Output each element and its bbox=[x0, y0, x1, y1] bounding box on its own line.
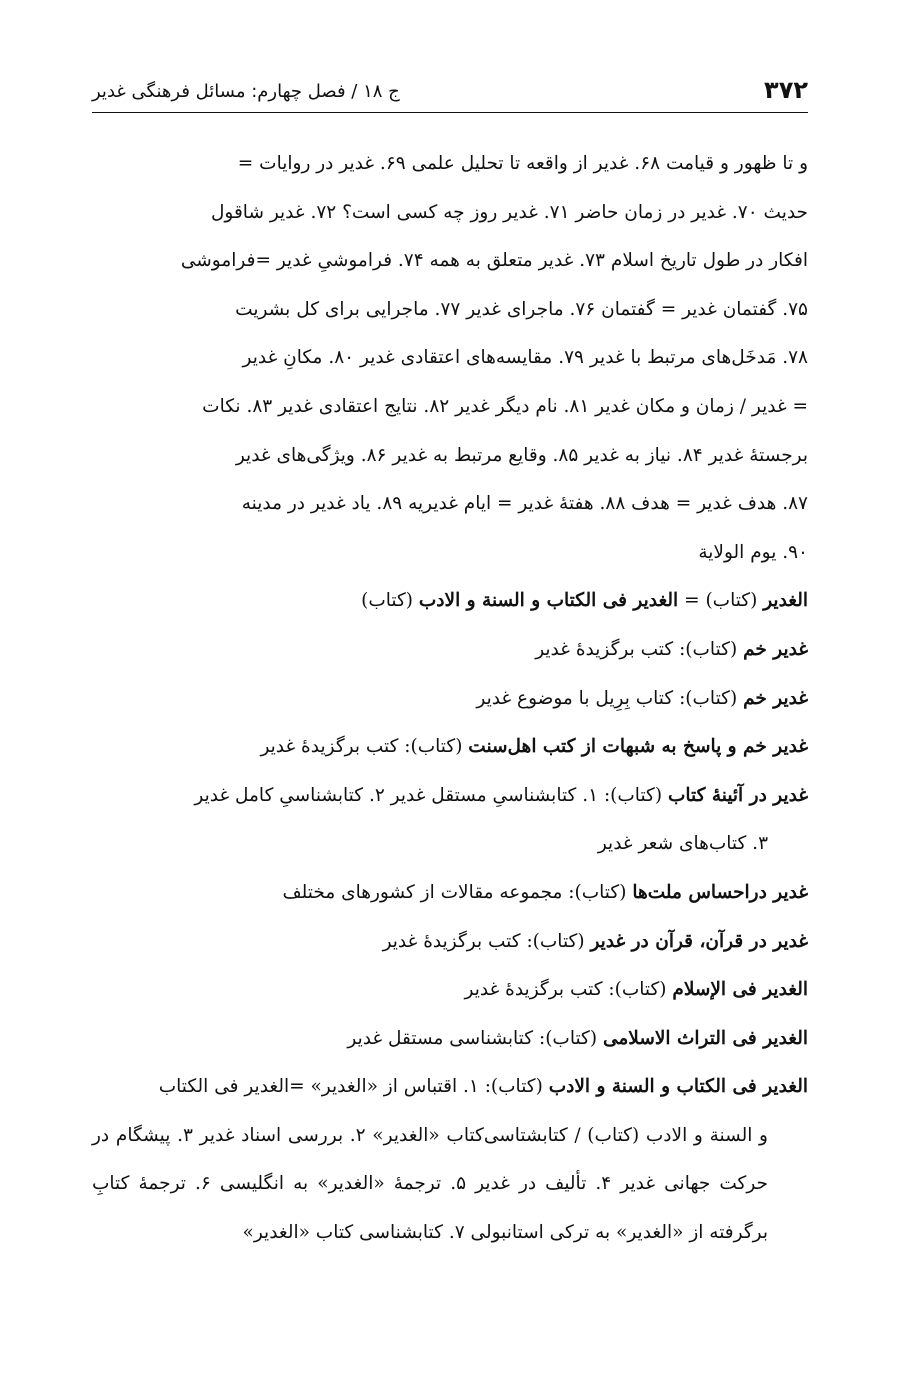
entry-continuation: و السنة و الادب (کتاب) / کتابشتاسی‌کتاب «الغدیر» ۲. بررسی اسناد غدیر ۳. پیشگام در حرکت جهانی غدیر ۴. تألیف در غدیر ۵. ترجمهٔ «الغدیر» به انگلیسی ۶. ترجمهٔ کتابِ برگرفته از «الغدیر» به ترکی استانبولی ۷. کتابشناسی کتاب «الغدیر» bbox=[92, 1124, 768, 1244]
text-line: و تا ظهور و قیامت ۶۸. غدیر از واقعه تا تحلیل علمی ۶۹. غدیر در روایات = bbox=[237, 153, 808, 174]
running-title: ج ۱۸ / فصل چهارم: مسائل فرهنگی غدیر bbox=[92, 81, 400, 102]
entry-text: (کتاب) = bbox=[678, 590, 764, 612]
entry-title: غدیر در آئینهٔ کتاب bbox=[667, 784, 808, 806]
text-line: افکار در طول تاریخ اسلام ۷۳. غدیر متعلق به همه ۷۴. فراموشیِ غدیر =فراموشی bbox=[180, 250, 808, 272]
index-entry bbox=[92, 1063, 808, 1257]
index-entry bbox=[92, 723, 808, 772]
text-line: ۸۷. هدف غدیر = هدف ۸۸. هفتهٔ غدیر = ایام غدیریه ۸۹. یاد غدیر در مدینه bbox=[241, 493, 808, 515]
text-line: ۷۵. گفتمان غدیر = گفتمان ۷۶. ماجرای غدیر ۷۷. ماجرایی برای کل بشریت bbox=[235, 298, 808, 320]
text-line: ۹۰. یوم الولایة bbox=[698, 541, 808, 563]
entry-title: غدیر در قرآن، قرآن در غدیر bbox=[590, 930, 808, 952]
index-entry bbox=[92, 772, 808, 869]
index-entry bbox=[92, 869, 808, 918]
entry-text: (کتاب): کتب برگزیدهٔ غدیر bbox=[464, 979, 673, 1001]
index-entry bbox=[92, 577, 808, 626]
entry-text: (کتاب): کتاب بِرِیل با موضوع غدیر bbox=[476, 687, 744, 709]
entry-text-secondary: (کتاب) bbox=[361, 590, 419, 612]
page-body bbox=[92, 140, 808, 1258]
text-line: ۷۸. مَدخَل‌های مرتبط با غدیر ۷۹. مقایسه‌های اعتقادی غدیر ۸۰. مکانِ غدیر bbox=[242, 347, 808, 369]
entry-title: غدیر خم و پاسخ به شبهات از کتب اهل‌سنت bbox=[468, 736, 808, 758]
continuation-paragraph bbox=[92, 140, 808, 577]
entry-title: غدیر دراحساس ملت‌ها bbox=[632, 881, 808, 903]
text-line: = غدیر / زمان و مکان غدیر ۸۱. نام دیگر غدیر ۸۲. نتایج اعتقادی غدیر ۸۳. نکات bbox=[202, 395, 808, 417]
text-line: برجستهٔ غدیر ۸۴. نیاز به غدیر ۸۵. وقایع مرتبط به غدیر ۸۶. ویژگی‌های غدیر bbox=[235, 444, 808, 466]
index-entry bbox=[92, 918, 808, 967]
entry-text: (کتاب): ۱. کتابشناسیِ مستقل غدیر ۲. کتابشناسیِ کامل غدیر bbox=[194, 784, 668, 806]
page-number: ۳۷۲ bbox=[764, 76, 808, 104]
index-entry bbox=[92, 1015, 808, 1064]
entry-title-secondary: الغدیر فی الکتاب و السنة و الادب bbox=[418, 590, 679, 612]
entry-text: (کتاب): کتب برگزیدهٔ غدیر bbox=[382, 930, 591, 952]
page-header bbox=[92, 72, 808, 113]
entry-title: الغدیر bbox=[763, 590, 808, 612]
text-line: حدیث ۷۰. غدیر در زمان حاضر ۷۱. غدیر روز چه کسی است؟ ۷۲. غدیر شاقول bbox=[210, 201, 808, 223]
index-entry bbox=[92, 626, 808, 675]
entry-title: غدیر خم bbox=[743, 687, 808, 709]
entry-title: غدیر خم bbox=[743, 638, 808, 660]
entry-text: (کتاب): کتابشناسی مستقل غدیر bbox=[347, 1027, 603, 1049]
entry-text: (کتاب): مجموعه مقالات از کشورهای مختلف bbox=[282, 881, 633, 903]
entry-text: (کتاب): کتب برگزیدهٔ غدیر bbox=[535, 638, 744, 660]
entry-title: الغدیر فی الإسلام bbox=[672, 979, 808, 1001]
entry-title: الغدیر فی التراث الاسلامی bbox=[602, 1027, 808, 1049]
entry-text: (کتاب): کتب برگزیدهٔ غدیر bbox=[260, 736, 469, 758]
index-entry bbox=[92, 966, 808, 1015]
entry-continuation: ۳. کتاب‌های شعر غدیر bbox=[597, 833, 768, 855]
index-entry bbox=[92, 675, 808, 724]
entry-title: الغدیر فی الکتاب و السنة و الادب bbox=[548, 1076, 808, 1098]
entry-text: (کتاب): ۱. اقتباس از «الغدیر» =الغدیر فی الکتاب bbox=[158, 1076, 549, 1098]
